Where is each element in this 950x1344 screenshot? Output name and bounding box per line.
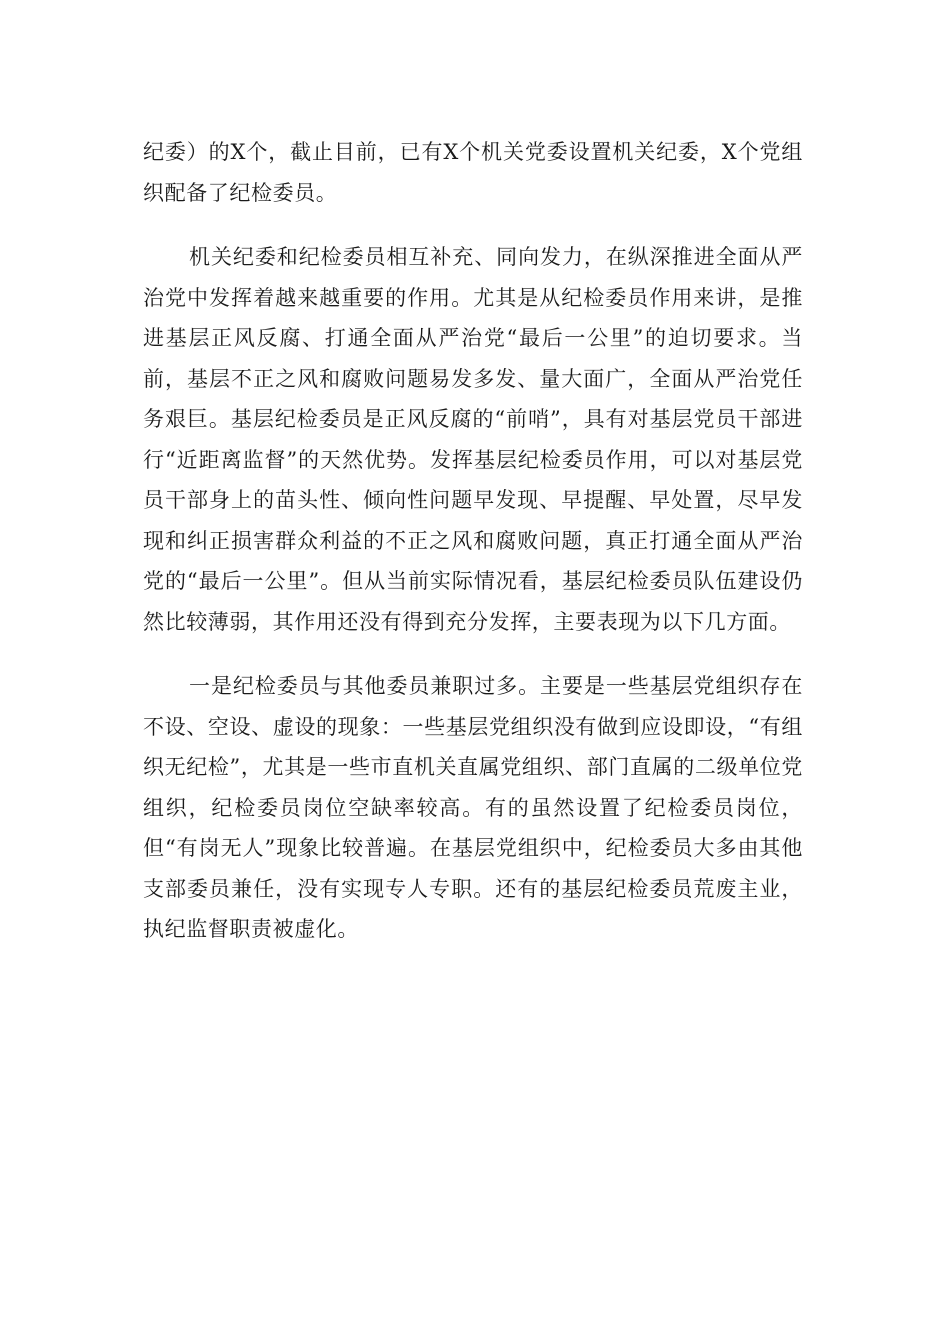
paragraph-role-of-discipline-members: 机关纪委和纪检委员相互补充、同向发力，在纵深推进全面从严治党中发挥着越来越重要的作用。尤其是从纪检委员作用来讲，是推进基层正风反腐、打通全面从严治党“最后一公里”的迫切要求。当前，基层不正之风和腐败问题易发多发、量大面广，全面从严治党任务艰巨。基层纪检委员是正风反腐的“前哨”，具有对基层党员干部进行“近距离监督”的天然优势。发挥基层纪检委员作用，可以对基层党员干部身上的苗头性、倾向性问题早发现、早提醒、早处置，尽早发现和纠正损害群众利益的不正之风和腐败问题，真正打通全面从严治党的“最后一公里”。但从当前实际情况看，基层纪检委员队伍建设仍然比较薄弱，其作用还没有得到充分发挥，主要表现为以下几方面。 <box>143 245 803 634</box>
paragraph-problem-one: 一是纪检委员与其他委员兼职过多。主要是一些基层党组织存在不设、空设、虚设的现象：一些基层党组织没有做到应设即设，“有组织无纪检”，尤其是一些市直机关直属党组织、部门直属的二级单位党组织，纪检委员岗位空缺率较高。有的虽然设置了纪检委员岗位，但“有岗无人”现象比较普遍。在基层党组织中，纪检委员大多由其他支部委员兼任，没有实现专人专职。还有的基层纪检委员荒废主业，执纪监督职责被虚化。 <box>143 674 803 941</box>
paragraph-continuation: 纪委）的X个，截止目前，已有X个机关党委设置机关纪委，X个党组织配备了纪检委员。 <box>143 140 803 205</box>
document-body <box>143 132 803 974</box>
